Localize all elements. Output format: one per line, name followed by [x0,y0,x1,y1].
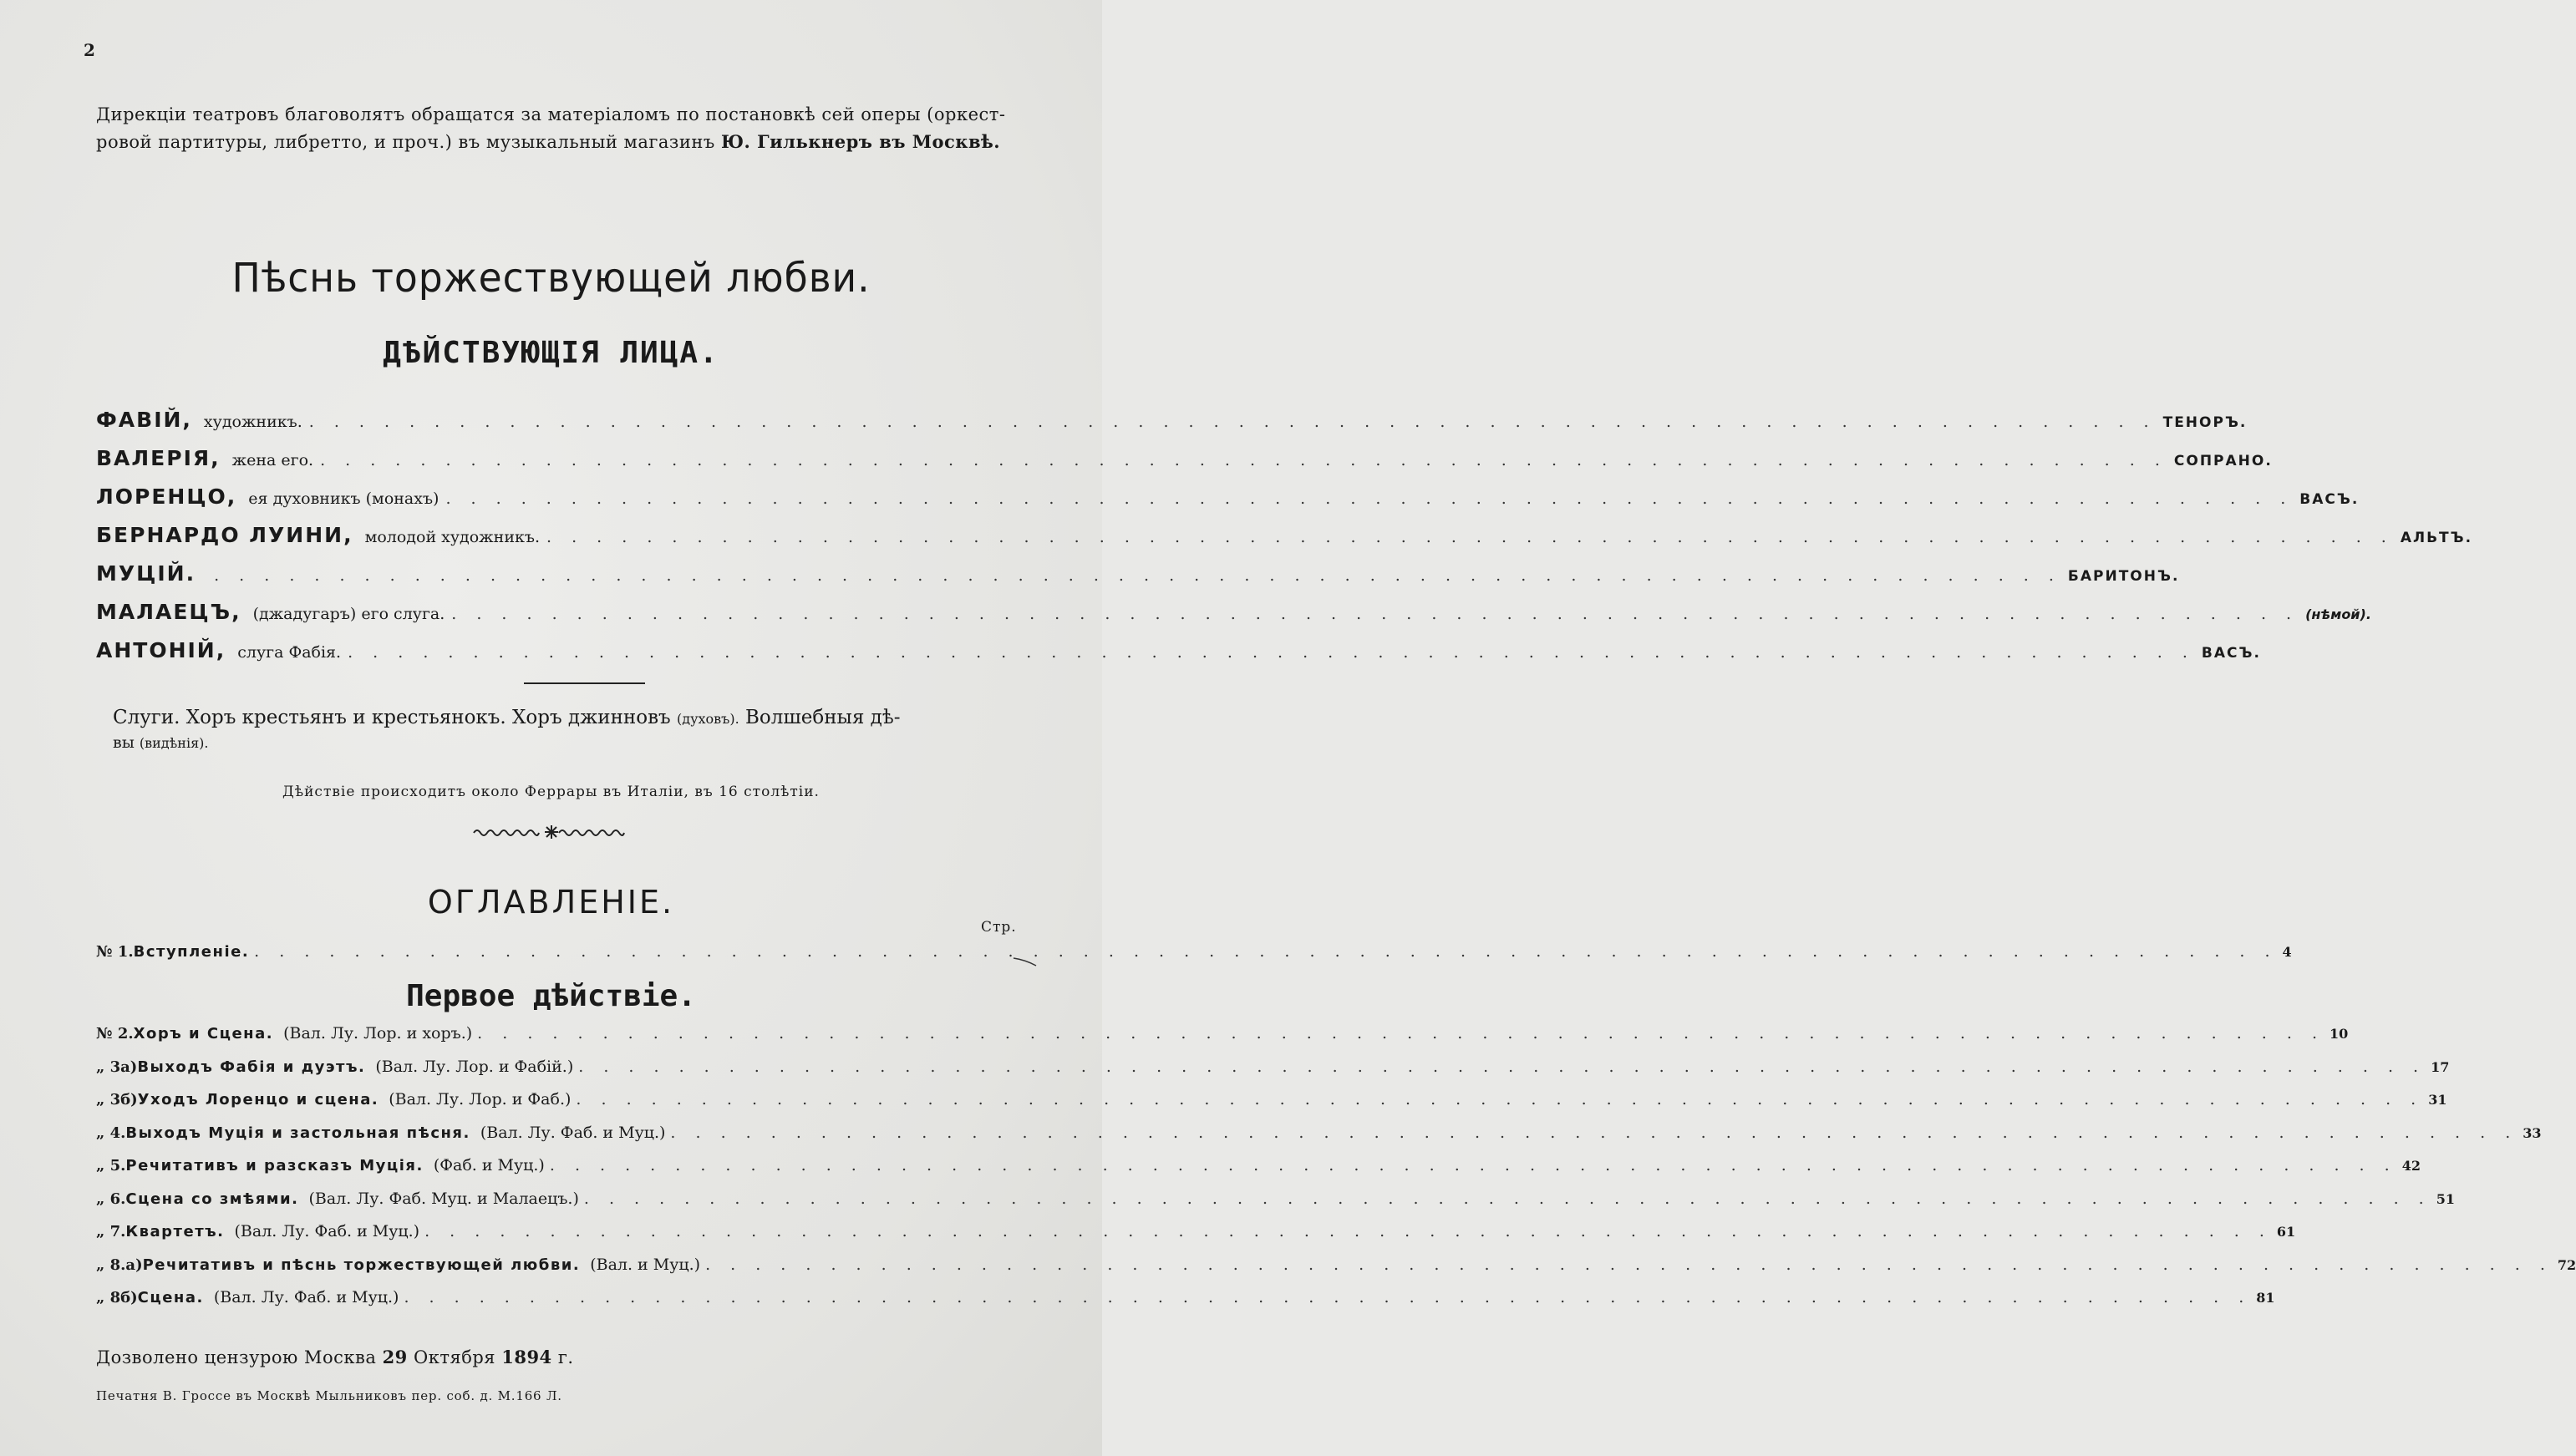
dot-leader: . . . . . . . . . . . . . . . . . . . . . . . . . . . . . . . . . . . . . . . . . . . . . . . . . . . . . . . . . . . . . . . . . . . . . . . . . . [705,1256,2553,1274]
cast-name: МАЛАЕЦЪ, [96,600,241,624]
toc-number: „ 7. [96,1223,126,1240]
toc-roles: (Вал. Лу. Фаб. и Муц.) [213,1288,399,1306]
dot-leader: . . . . . . . . . . . . . . . . . . . . . . . . . . . . . . . . . . . . . . . . . . . . . . . . . . . . . . . . . . . . . . . . . . . . . . . . . . [546,528,2394,546]
notice-line-1: Дирекціи театровъ благоволятъ обращатся за матеріаломъ по постановкѣ сей оперы (оркест- [96,104,1006,124]
toc-row [96,1256,2576,1284]
dot-leader: . . . . . . . . . . . . . . . . . . . . . . . . . . . . . . . . . . . . . . . . . . . . . . . . . . . . . . . . . . . . . . . . . . . . . . . . . . [308,413,2157,431]
cast-row [96,638,2261,670]
toc-page-number: 10 [2330,1026,2349,1042]
cast-description: художникъ. [203,413,302,431]
toc-row [96,1190,2455,1218]
toc-page-number: 72 [2557,1257,2576,1273]
cast-row [96,523,2473,555]
cast-voice-type: (нѣмой). [2305,606,2371,622]
dot-leader: . . . . . . . . . . . . . . . . . . . . . . . . . . . . . . . . . . . . . . . . . . . . . . . . . . . . . . . . . . . . . . . . . . . . . . . . . . [477,1024,2324,1043]
censorship-note [96,1347,574,1367]
cast-row [96,561,2180,593]
toc-row [96,1124,2542,1152]
cast-row [96,484,2360,516]
toc-page-label: Стр. [981,919,1017,936]
toc-roles: (Вал. Лу. Фаб. и Муц.) [234,1222,420,1240]
setting-note: Дѣйствіе происходитъ около Феррары въ Италіи, въ 16 столѣтіи. [282,784,820,800]
toc-page-number: 33 [2523,1125,2542,1141]
censor-day: 29 [382,1347,408,1367]
toc-title: Хоръ и Сцена. [133,1025,274,1043]
notice-line-2-text: ровой партитуры, либретто, и проч.) въ музыкальный магазинъ [96,132,715,152]
cast-heading: ДѢЙСТВУЮЩІЯ ЛИЦА. [383,336,719,370]
toc-title: Выходъ Фабія и дуэтъ. [137,1058,366,1076]
cast-name: АНТОНІЙ, [96,638,226,662]
toc-roles: (Вал. и Муц.) [590,1256,701,1274]
toc-row [96,1024,2349,1053]
dot-leader: . . . . . . . . . . . . . . . . . . . . . . . . . . . . . . . . . . . . . . . . . . . . . . . . . . . . . . . . . . . . . . . . . . . . . . . . . . [320,451,2167,469]
toc-roles: (Вал. Лу. Лор. и Фаб.) [389,1090,572,1108]
toc-row [96,1058,2450,1086]
dot-leader: . . . . . . . . . . . . . . . . . . . . . . . . . . . . . . . . . . . . . . . . . . . . . . . . . . . . . . . . . . . . . . . . . . . . . . . . . . [404,1288,2252,1306]
dot-leader: . . . . . . . . . . . . . . . . . . . . . . . . . . . . . . . . . . . . . . . . . . . . . . . . . . . . . . . . . . . . . . . . . . . . . . . . . . [348,643,2195,662]
ornament-divider-icon [472,823,631,840]
toc-number: „ 6. [96,1190,126,1208]
cast-name: БЕРНАРДО ЛУИНИ, [96,523,353,547]
toc-page-number: 81 [2256,1290,2275,1306]
toc-page-number: 31 [2428,1092,2447,1108]
chorus-text-b: Волшебныя дѣ- [745,707,901,728]
scan-mark-icon [1013,956,1038,966]
cast-row [96,600,2371,632]
toc-number: „ 4. [96,1124,126,1142]
dot-leader: . . . . . . . . . . . . . . . . . . . . . . . . . . . . . . . . . . . . . . . . . . . . . . . . . . . . . . . . . . . . . . . . . . . . . . . . . . [424,1222,2272,1240]
toc-number: „ 8б) [96,1289,138,1306]
toc-title: Уходъ Лоренцо и сцена. [137,1091,379,1108]
toc-row [96,1222,2296,1251]
cast-row [96,446,2273,478]
cast-row [96,408,2248,439]
toc-intro-number: № 1. [96,943,134,961]
opera-title: Пѣснь торжествующей любви. [231,255,871,302]
cast-description: жена его. [231,451,314,469]
toc-roles: (Вал. Лу. Лор. и хоръ.) [283,1024,473,1043]
toc-title: Квартетъ. [125,1223,225,1240]
toc-title: Выходъ Муція и застольная пѣсня. [125,1124,470,1142]
toc-roles: (Вал. Лу. Лор. и Фабій.) [375,1058,574,1076]
dot-leader: . . . . . . . . . . . . . . . . . . . . . . . . . . . . . . . . . . . . . . . . . . . . . . . . . . . . . . . . . . . . . . . . . . . . . . . . . . [214,566,2061,585]
cast-voice-type: СОПРАНО. [2173,453,2273,469]
dot-leader: . . . . . . . . . . . . . . . . . . . . . . . . . . . . . . . . . . . . . . . . . . . . . . . . . . . . . . . . . . . . . . . . . . . . . . . . . . [549,1156,2397,1174]
toc-number: № 2. [96,1025,134,1043]
cast-voice-type: ВАСЪ. [2299,491,2360,508]
toc-heading: ОГЛАВЛЕНІЕ. [427,884,675,921]
cast-voice-type: ВАСЪ. [2201,645,2261,662]
cast-description: ея духовникъ (монахъ) [248,490,439,508]
cast-name: МУЦІЙ. [96,561,196,586]
toc-number: „ 5. [96,1157,126,1174]
toc-page-number: 17 [2431,1059,2450,1075]
toc-title: Сцена. [137,1289,204,1306]
printer-imprint: Печатня В. Гроссе въ Москвѣ Мыльниковъ пер. соб. д. М.166 Л. [96,1388,562,1403]
censor-text-c: г. [557,1347,574,1367]
act-one-heading: Первое дѣйствіе. [406,979,696,1013]
dot-leader: . . . . . . . . . . . . . . . . . . . . . . . . . . . . . . . . . . . . . . . . . . . . . . . . . . . . . . . . . . . . . . . . . . . . . . . . . . [670,1124,2518,1142]
chorus-text-a: Слуги. Хоръ крестьянъ и крестьянокъ. Хоръ джинновъ [113,707,671,728]
censor-text-b: Октября [413,1347,496,1367]
toc-number: „ 3б) [96,1091,138,1108]
toc-intro-title: Вступленіе. [133,943,250,961]
chorus-line-1 [113,707,1015,728]
toc-page-number: 61 [2276,1224,2296,1240]
cast-voice-type: АЛЬТЪ. [2400,530,2473,546]
notice-shop-name: Ю. Гилькнеръ въ Москвѣ. [720,131,1001,152]
divider-rule [524,682,645,684]
chorus-line-2 [113,733,1015,752]
page-number: 2 [84,40,95,60]
toc-title: Речитативъ и разсказъ Муція. [125,1157,424,1174]
toc-number: „ 8.а) [96,1256,143,1274]
chorus-small-a: (духовъ). [677,711,739,727]
dot-leader: . . . . . . . . . . . . . . . . . . . . . . . . . . . . . . . . . . . . . . . . . . . . . . . . . . . . . . . . . . . . . . . . . . . . . . . . . . [445,490,2294,508]
toc-title: Сцена со змѣями. [125,1190,299,1208]
toc-title: Речитативъ и пѣснь торжествующей любви. [142,1256,581,1274]
cast-description: молодой художникъ. [364,528,540,546]
dot-leader: . . . . . . . . . . . . . . . . . . . . . . . . . . . . . . . . . . . . . . . . . . . . . . . . . . . . . . . . . . . . . . . . . . . . . . . . . . [578,1058,2426,1076]
notice-line-2 [96,131,1001,153]
dot-leader: . . . . . . . . . . . . . . . . . . . . . . . . . . . . . . . . . . . . . . . . . . . . . . . . . . . . . . . . . . . . . . . . . . . . . . . . . . [451,605,2299,623]
toc-number: „ 3а) [96,1058,138,1076]
toc-intro-leader: . . . . . . . . . . . . . . . . . . . . . . . . . . . . . . . . . . . . . . . . . . . . . . . . . . . . . . . . . . . . . . . . . . . . . . . . . . . . . . . . . [254,942,2278,961]
toc-intro-row [96,942,2292,971]
toc-roles: (Вал. Лу. Фаб. и Муц.) [480,1124,666,1142]
toc-roles: (Фаб. и Муц.) [433,1156,545,1174]
toc-intro-page: 4 [2282,944,2292,960]
toc-row [96,1288,2275,1316]
chorus-small-b: (видѣнія). [139,735,209,751]
censor-text-a: Дозволено цензурою Москва [96,1347,377,1367]
cast-voice-type: БАРИТОНЪ. [2067,568,2180,585]
cast-name: ФАВІЙ, [96,408,192,432]
toc-row [96,1156,2421,1185]
cast-description: (джадугаръ) его слуга. [252,605,445,623]
toc-roles: (Вал. Лу. Фаб. Муц. и Малаецъ.) [308,1190,579,1208]
toc-page-number: 42 [2401,1158,2421,1174]
cast-name: ВАЛЕРІЯ, [96,446,221,470]
cast-voice-type: ТЕНОРЪ. [2162,414,2248,431]
toc-page-number: 51 [2436,1191,2455,1207]
censor-year: 1894 [501,1347,552,1367]
cast-name: ЛОРЕНЦО, [96,484,237,509]
dot-leader: . . . . . . . . . . . . . . . . . . . . . . . . . . . . . . . . . . . . . . . . . . . . . . . . . . . . . . . . . . . . . . . . . . . . . . . . . . [583,1190,2431,1208]
chorus-text-c: вы [113,733,135,752]
toc-row [96,1090,2447,1119]
dot-leader: . . . . . . . . . . . . . . . . . . . . . . . . . . . . . . . . . . . . . . . . . . . . . . . . . . . . . . . . . . . . . . . . . . . . . . . . . . [576,1090,2424,1108]
cast-description: слуга Фабія. [237,643,342,662]
